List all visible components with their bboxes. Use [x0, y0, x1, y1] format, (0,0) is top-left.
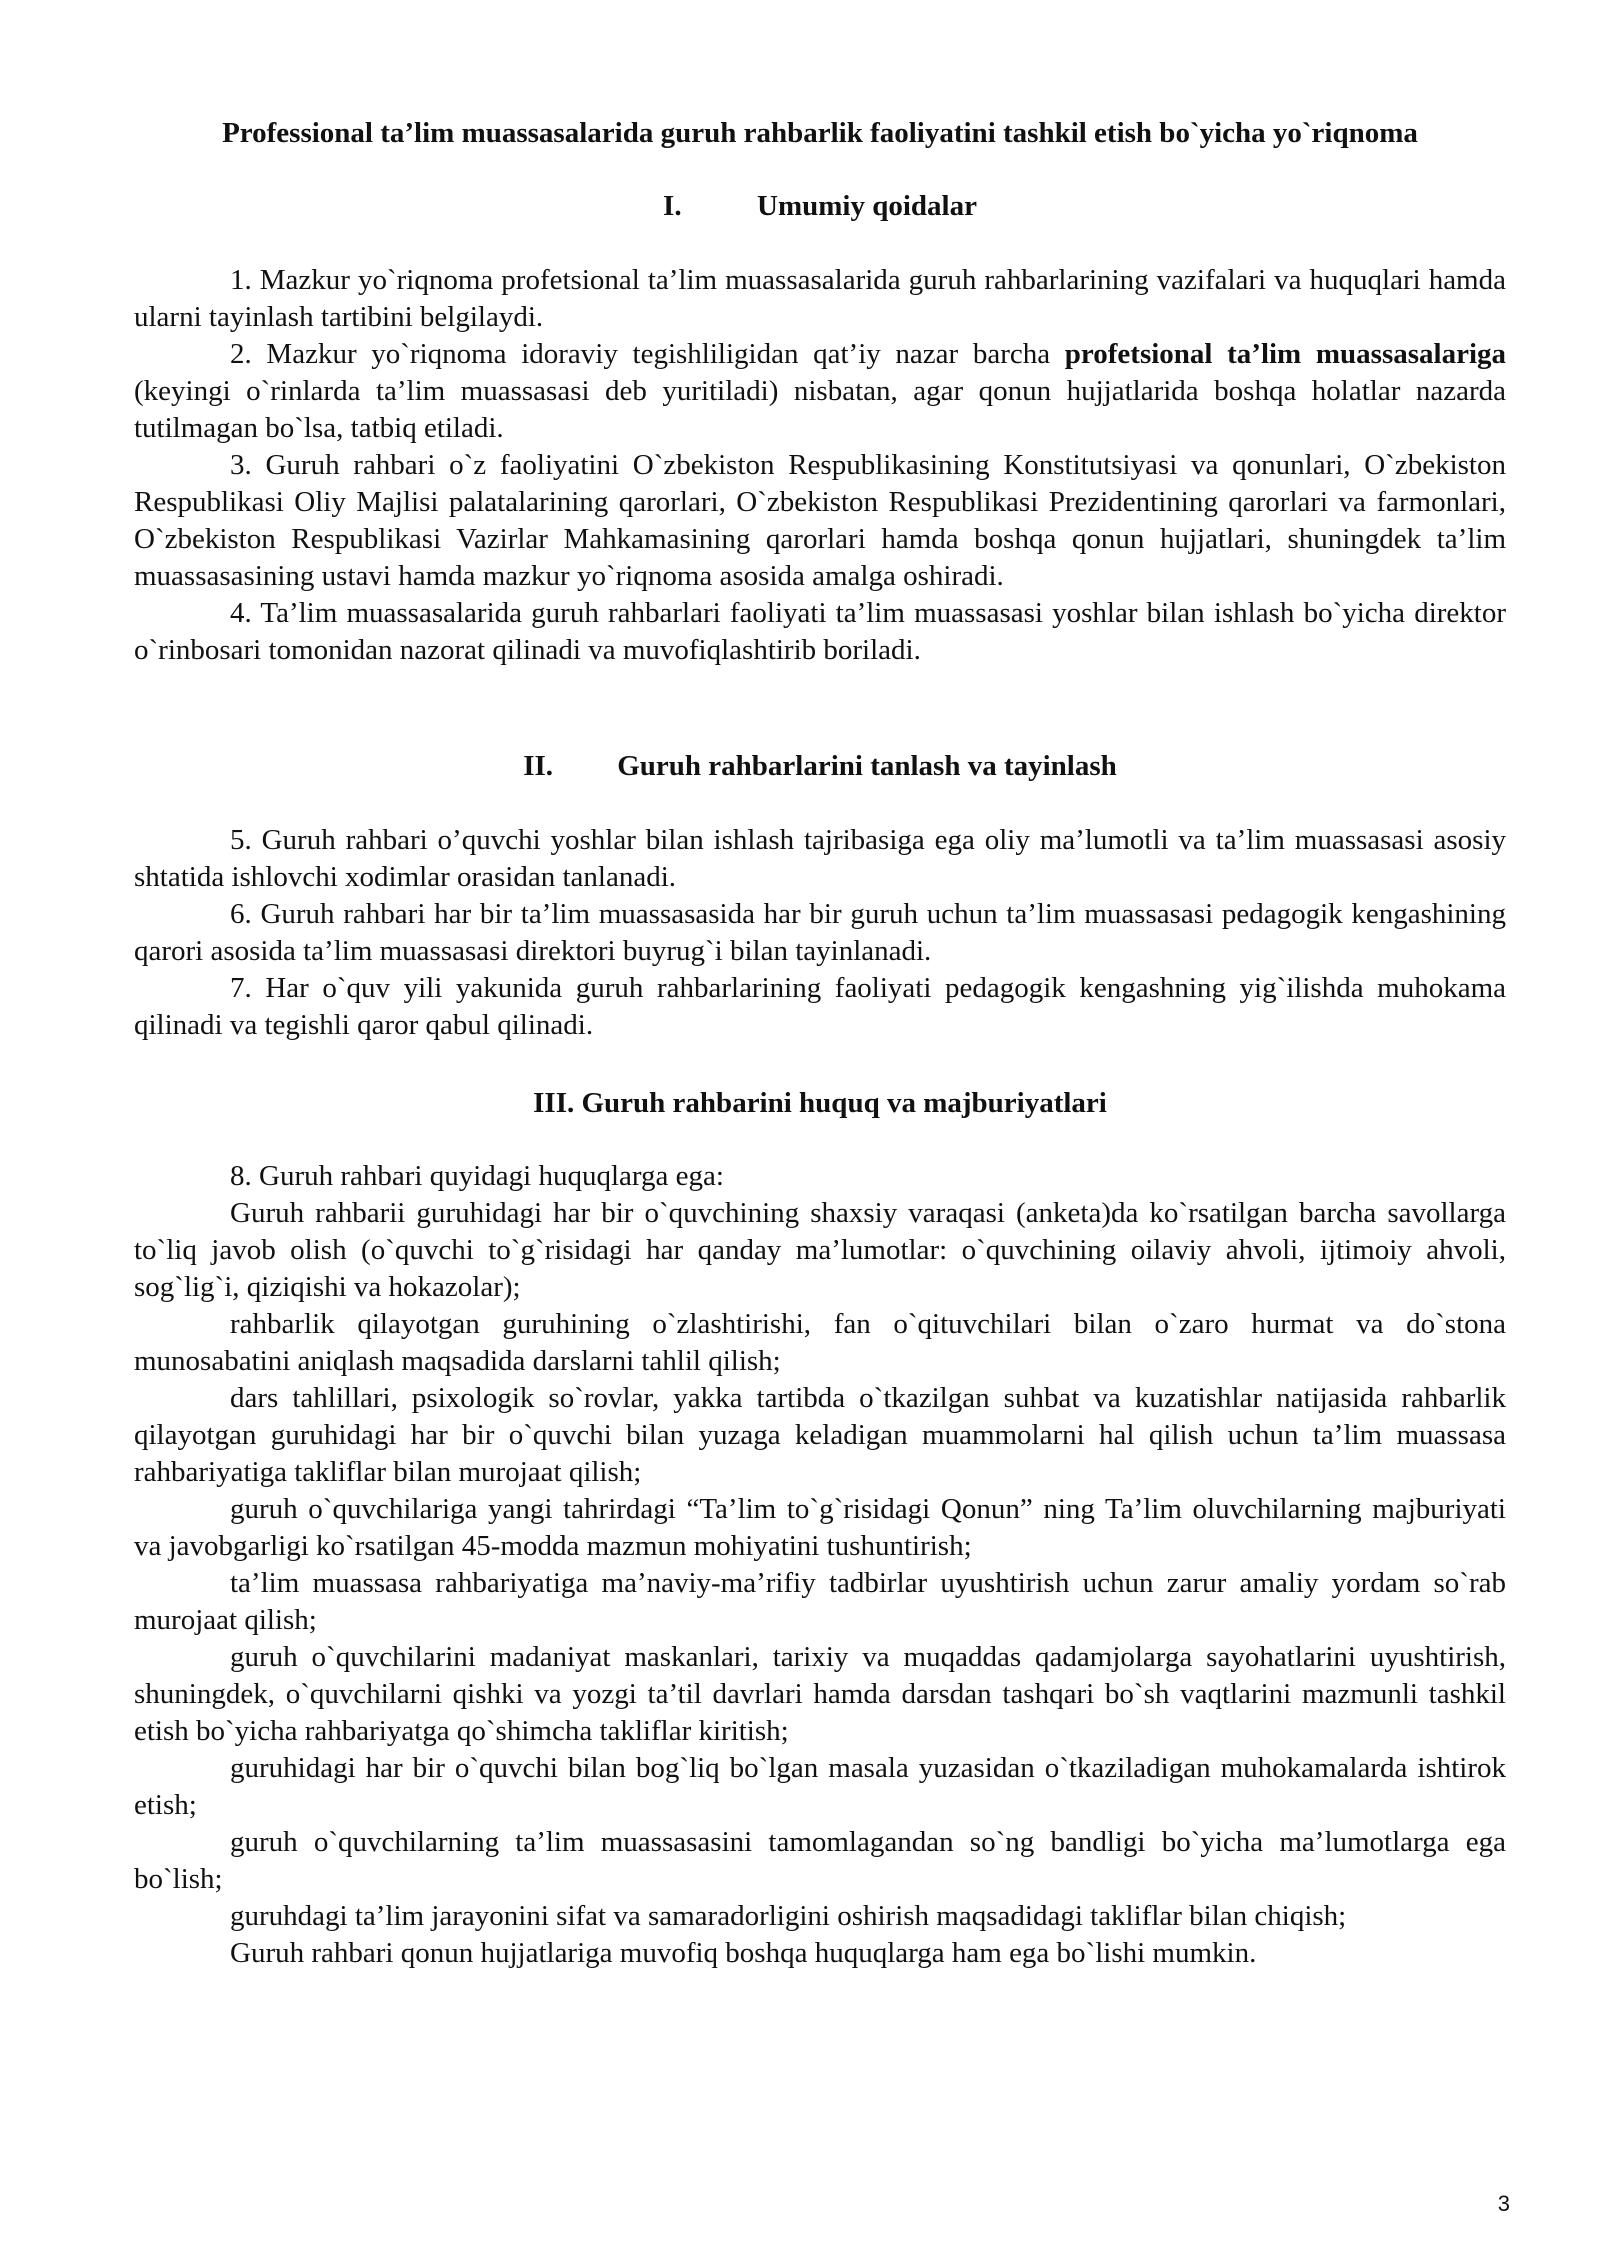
section-number: II. — [523, 750, 554, 782]
paragraph: ta’lim muassasa rahbariyatiga ma’naviy-ma’rifiy tadbirlar uyushtirish uchun zarur amaliy yordam so`rab murojaat qilish; — [134, 1567, 1506, 1636]
section-heading-2 — [120, 746, 1520, 786]
paragraph: guruhidagi har bir o`quvchi bilan bog`liq bo`lgan masala yuzasidan o`tkaziladigan muhokamalarda ishtirok etish; — [134, 1752, 1506, 1821]
paragraph: rahbarlik qilayotgan guruhining o`zlashtirishi, fan o`qituvchilari bilan o`zaro hurmat va do`stona munosabatini aniqlash maqsadida darslarni tahlil qilish; — [134, 1308, 1506, 1377]
paragraph-bold-text: profetsional ta’lim muassasalariga — [1064, 338, 1507, 370]
section-body-2 — [134, 822, 1506, 1044]
section-number: I. — [663, 190, 682, 222]
paragraph: 1. Mazkur yo`riqnoma profetsional ta’lim muassasalarida guruh rahbarlarining vazifalari va huquqlari hamda ularni tayinlash tartibini belgilaydi. — [134, 264, 1506, 333]
paragraph: guruh o`quvchilarning ta’lim muassasasini tamomlagandan so`ng bandligi bo`yicha ma’lumotlarga ega bo`lish; — [134, 1826, 1506, 1895]
paragraph: 7. Har o`quv yili yakunida guruh rahbarlarining faoliyati pedagogik kengashning yig`ilishda muhokama qilinadi va tegishli qaror qabul qilinadi. — [134, 972, 1506, 1041]
paragraph: 5. Guruh rahbari o’quvchi yoshlar bilan ishlash tajribasiga ega oliy ma’lumotli va ta’lim muassasasi asosiy shtatida ishlovchi xodimlar orasidan tanlanadi. — [134, 824, 1506, 893]
paragraph: dars tahlillari, psixologik so`rovlar, yakka tartibda o`tkazilgan suhbat va kuzatishlar natijasida rahbarlik qilayotgan guruhidagi har bir o`quvchi bilan yuzaga keladigan muammolarni hal qilish uchun ta’lim muassasa rahbariyatiga takliflar bilan murojaat qilish; — [134, 1382, 1506, 1488]
paragraph: Guruh rahbari qonun hujjatlariga muvofiq boshqa huquqlarga ham ega bo`lishi mumkin. — [230, 1937, 1257, 1969]
section-title: Umumiy qoidalar — [757, 190, 977, 222]
paragraph-text: (keyingi o`rinlarda ta’lim muassasasi deb yuritiladi) nisbatan, agar qonun hujjatlarida boshqa holatlar nazarda tutilmagan bo`lsa, tatbiq etiladi. — [134, 375, 1506, 444]
paragraph: 8. Guruh rahbari quyidagi huquqlarga ega: — [230, 1160, 724, 1192]
paragraph-text: 2. Mazkur yo`riqnoma idoraviy tegishliligidan qat’iy nazar barcha — [230, 338, 1065, 370]
paragraph: Guruh rahbarii guruhidagi har bir o`quvchining shaxsiy varaqasi (anketa)da ko`rsatilgan barcha savollarga to`liq javob olish (o`quvchi to`g`risidagi har qanday ma’lumotlar: o`quvchining oilaviy ahvoli, ijtimoiy ahvoli, sog`lig`i, qiziqishi va hokazolar); — [134, 1197, 1506, 1303]
paragraph: 6. Guruh rahbari har bir ta’lim muassasasida har bir guruh uchun ta’lim muassasasi pedagogik kengashining qarori asosida ta’lim muassasasi direktori buyrug`i bilan tayinlanadi. — [134, 898, 1506, 967]
paragraph: guruh o`quvchilariga yangi tahrirdagi “Ta’lim to`g`risidagi Qonun” ning Ta’lim oluvchilarning majburiyati va javobgarligi ko`rsatilgan 45-modda mazmun mohiyatini tushuntirish; — [134, 1493, 1506, 1562]
section-title: Guruh rahbarlarini tanlash va tayinlash — [617, 750, 1117, 782]
section-title: III. Guruh rahbarini huquq va majburiyatlari — [533, 1087, 1107, 1119]
section-body-3 — [134, 1158, 1506, 1972]
paragraph — [134, 336, 1506, 447]
paragraph: guruhdagi ta’lim jarayonini sifat va samaradorligini oshirish maqsadidagi takliflar bilan chiqish; — [230, 1900, 1347, 1932]
paragraph: 4. Ta’lim muassasalarida guruh rahbarlari faoliyati ta’lim muassasasi yoshlar bilan ishlash bo`yicha direktor o`rinbosari tomonidan nazorat qilinadi va muvofiqlashtirib boriladi. — [134, 597, 1506, 666]
page-number: 3 — [1497, 2191, 1510, 2216]
section-heading-3 — [120, 1083, 1520, 1123]
section-heading-1 — [120, 186, 1520, 226]
section-body-1 — [134, 262, 1506, 669]
paragraph: 3. Guruh rahbari o`z faoliyatini O`zbekiston Respublikasining Konstitutsiyasi va qonunlari, O`zbekiston Respublikasi Oliy Majlisi palatalarining qarorlari, O`zbekiston Respublikasi Prezidentining qarorlari va farmonlari, O`zbekiston Respublikasi Vazirlar Mahkamasining qarorlari hamda boshqa qonun hujjatlari, shuningdek ta’lim muassasasining ustavi hamda mazkur yo`riqnoma asosida amalga oshiradi. — [134, 449, 1506, 592]
document-title: Professional ta’lim muassasalarida guruh rahbarlik faoliyatini tashkil etish bo`yicha yo`riqnoma — [222, 117, 1418, 149]
paragraph: guruh o`quvchilarini madaniyat maskanlari, tarixiy va muqaddas qadamjolarga sayohatlarini uyushtirish, shuningdek, o`quvchilarni qishki va yozgi ta’til davrlari hamda darsdan tashqari bo`sh vaqtlarini mazmunli tashkil etish bo`yicha rahbariyatga qo`shimcha takliflar kiritish; — [134, 1641, 1506, 1747]
